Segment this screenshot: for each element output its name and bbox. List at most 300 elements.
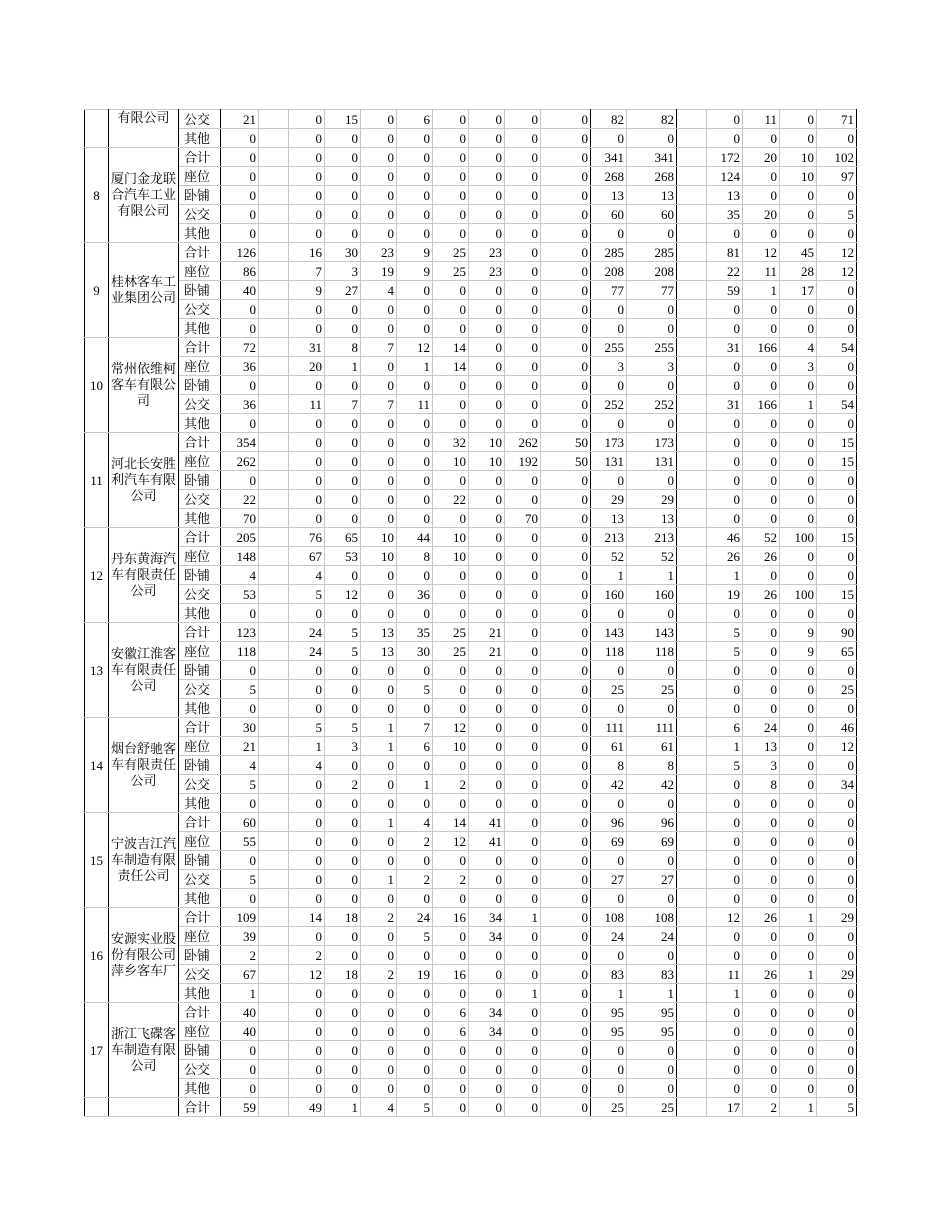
value-cell: 5 — [397, 680, 433, 699]
value-cell: 0 — [361, 471, 397, 490]
spacer-cell — [259, 110, 289, 129]
value-cell: 0 — [361, 1041, 397, 1060]
value-cell: 0 — [433, 376, 469, 395]
table-row — [85, 319, 857, 338]
spacer-cell — [677, 794, 707, 813]
vehicle-type-cell: 其他 — [179, 414, 221, 433]
value-cell: 0 — [707, 300, 743, 319]
value-cell: 0 — [780, 794, 817, 813]
value-cell: 2 — [325, 775, 361, 794]
value-cell: 0 — [469, 186, 505, 205]
value-cell: 19 — [361, 262, 397, 281]
value-cell: 0 — [817, 186, 857, 205]
value-cell: 0 — [817, 1041, 857, 1060]
value-cell: 131 — [591, 452, 627, 471]
value-cell: 0 — [469, 889, 505, 908]
value-cell: 0 — [469, 604, 505, 623]
value-cell: 0 — [469, 661, 505, 680]
value-cell: 0 — [289, 1022, 325, 1041]
spacer-cell — [677, 471, 707, 490]
value-cell: 59 — [221, 1098, 259, 1117]
value-cell: 67 — [221, 965, 259, 984]
vehicle-type-cell: 其他 — [179, 129, 221, 148]
value-cell: 0 — [541, 205, 591, 224]
vehicle-type-cell: 其他 — [179, 509, 221, 528]
value-cell: 0 — [361, 1003, 397, 1022]
table-row — [85, 680, 857, 699]
value-cell: 0 — [361, 376, 397, 395]
value-cell: 0 — [817, 851, 857, 870]
value-cell: 0 — [433, 205, 469, 224]
value-cell: 46 — [817, 718, 857, 737]
value-cell: 0 — [541, 490, 591, 509]
value-cell: 0 — [325, 1060, 361, 1079]
value-cell: 12 — [433, 832, 469, 851]
value-cell: 0 — [221, 471, 259, 490]
value-cell: 0 — [289, 300, 325, 319]
value-cell: 0 — [469, 984, 505, 1003]
value-cell: 0 — [707, 775, 743, 794]
value-cell: 0 — [541, 623, 591, 642]
value-cell: 0 — [433, 509, 469, 528]
spacer-cell — [677, 281, 707, 300]
value-cell: 0 — [221, 794, 259, 813]
value-cell: 192 — [505, 452, 541, 471]
row-number-cell: 14 — [85, 718, 109, 813]
value-cell: 0 — [780, 604, 817, 623]
value-cell: 1 — [361, 870, 397, 889]
value-cell: 0 — [541, 1060, 591, 1079]
spacer-cell — [259, 1060, 289, 1079]
spacer-cell — [259, 908, 289, 927]
value-cell: 0 — [780, 300, 817, 319]
spacer-cell — [259, 319, 289, 338]
value-cell: 2 — [289, 946, 325, 965]
value-cell: 0 — [361, 300, 397, 319]
value-cell: 0 — [541, 604, 591, 623]
vehicle-type-cell: 座位 — [179, 832, 221, 851]
value-cell: 0 — [325, 794, 361, 813]
value-cell: 0 — [780, 110, 817, 129]
value-cell: 0 — [397, 281, 433, 300]
table-row — [85, 129, 857, 148]
value-cell: 262 — [221, 452, 259, 471]
value-cell: 14 — [433, 813, 469, 832]
value-cell: 0 — [397, 167, 433, 186]
value-cell: 0 — [505, 1098, 541, 1117]
value-cell: 1 — [397, 357, 433, 376]
value-cell: 28 — [780, 262, 817, 281]
value-cell: 0 — [505, 167, 541, 186]
value-cell: 0 — [541, 129, 591, 148]
row-number-cell: 17 — [85, 1003, 109, 1098]
value-cell: 0 — [743, 661, 780, 680]
value-cell: 0 — [361, 186, 397, 205]
value-cell: 11 — [743, 262, 780, 281]
spacer-cell — [259, 889, 289, 908]
value-cell: 4 — [397, 813, 433, 832]
value-cell: 0 — [627, 889, 677, 908]
value-cell: 32 — [433, 433, 469, 452]
table-row — [85, 832, 857, 851]
value-cell: 0 — [397, 471, 433, 490]
table-row — [85, 1022, 857, 1041]
value-cell: 0 — [397, 889, 433, 908]
value-cell: 95 — [591, 1003, 627, 1022]
value-cell: 0 — [707, 509, 743, 528]
value-cell: 0 — [505, 699, 541, 718]
value-cell: 0 — [505, 642, 541, 661]
value-cell: 0 — [325, 205, 361, 224]
value-cell: 0 — [591, 604, 627, 623]
value-cell: 0 — [780, 509, 817, 528]
value-cell: 7 — [289, 262, 325, 281]
spacer-cell — [677, 623, 707, 642]
value-cell: 0 — [505, 870, 541, 889]
value-cell: 0 — [361, 319, 397, 338]
value-cell: 0 — [325, 756, 361, 775]
table-row — [85, 433, 857, 452]
vehicle-type-cell: 其他 — [179, 224, 221, 243]
value-cell: 0 — [780, 699, 817, 718]
value-cell: 15 — [817, 433, 857, 452]
value-cell: 0 — [433, 794, 469, 813]
table-row — [85, 186, 857, 205]
value-cell: 0 — [505, 110, 541, 129]
value-cell: 0 — [817, 414, 857, 433]
value-cell: 40 — [221, 1003, 259, 1022]
value-cell: 15 — [817, 528, 857, 547]
value-cell: 0 — [289, 167, 325, 186]
spacer-cell — [259, 927, 289, 946]
spacer-cell — [259, 794, 289, 813]
table-row — [85, 547, 857, 566]
spacer-cell — [677, 262, 707, 281]
spacer-cell — [259, 756, 289, 775]
value-cell: 0 — [397, 851, 433, 870]
value-cell: 0 — [780, 718, 817, 737]
value-cell: 0 — [397, 794, 433, 813]
value-cell: 1 — [325, 1098, 361, 1117]
value-cell: 7 — [361, 338, 397, 357]
value-cell: 0 — [505, 775, 541, 794]
row-number-cell: 12 — [85, 528, 109, 623]
spacer-cell — [677, 680, 707, 699]
value-cell: 12 — [433, 718, 469, 737]
value-cell: 173 — [591, 433, 627, 452]
value-cell: 65 — [817, 642, 857, 661]
value-cell: 0 — [627, 300, 677, 319]
value-cell: 25 — [433, 262, 469, 281]
spacer-cell — [259, 262, 289, 281]
value-cell: 0 — [743, 452, 780, 471]
value-cell: 0 — [433, 756, 469, 775]
value-cell: 0 — [469, 357, 505, 376]
value-cell: 0 — [469, 851, 505, 870]
spacer-cell — [259, 813, 289, 832]
value-cell: 0 — [743, 1022, 780, 1041]
value-cell: 0 — [505, 243, 541, 262]
value-cell: 0 — [591, 319, 627, 338]
value-cell: 0 — [505, 186, 541, 205]
spacer-cell — [259, 737, 289, 756]
value-cell: 0 — [289, 186, 325, 205]
value-cell: 0 — [707, 224, 743, 243]
value-cell: 0 — [707, 452, 743, 471]
value-cell: 0 — [505, 718, 541, 737]
value-cell: 208 — [591, 262, 627, 281]
value-cell: 0 — [817, 281, 857, 300]
value-cell: 0 — [505, 490, 541, 509]
value-cell: 9 — [289, 281, 325, 300]
value-cell: 0 — [505, 737, 541, 756]
value-cell: 0 — [505, 623, 541, 642]
value-cell: 143 — [591, 623, 627, 642]
value-cell: 0 — [541, 395, 591, 414]
value-cell: 0 — [397, 1022, 433, 1041]
value-cell: 0 — [743, 357, 780, 376]
value-cell: 95 — [627, 1003, 677, 1022]
value-cell: 21 — [469, 623, 505, 642]
value-cell: 0 — [469, 547, 505, 566]
table-row — [85, 224, 857, 243]
spacer-cell — [677, 699, 707, 718]
value-cell: 41 — [469, 813, 505, 832]
value-cell: 0 — [817, 490, 857, 509]
value-cell: 16 — [433, 965, 469, 984]
value-cell: 18 — [325, 908, 361, 927]
value-cell: 0 — [627, 604, 677, 623]
value-cell: 0 — [627, 129, 677, 148]
value-cell: 36 — [397, 585, 433, 604]
value-cell: 1 — [361, 737, 397, 756]
value-cell: 213 — [627, 528, 677, 547]
value-cell: 0 — [433, 414, 469, 433]
spacer-cell — [677, 490, 707, 509]
value-cell: 0 — [541, 414, 591, 433]
value-cell: 0 — [780, 1079, 817, 1098]
value-cell: 0 — [505, 319, 541, 338]
value-cell: 0 — [541, 756, 591, 775]
value-cell: 0 — [325, 680, 361, 699]
value-cell: 0 — [361, 509, 397, 528]
value-cell: 0 — [743, 300, 780, 319]
value-cell: 0 — [505, 851, 541, 870]
value-cell: 0 — [433, 1060, 469, 1079]
value-cell: 0 — [469, 566, 505, 585]
value-cell: 0 — [221, 129, 259, 148]
value-cell: 67 — [289, 547, 325, 566]
value-cell: 0 — [817, 1022, 857, 1041]
value-cell: 0 — [817, 509, 857, 528]
value-cell: 0 — [707, 927, 743, 946]
value-cell: 0 — [743, 623, 780, 642]
value-cell: 0 — [221, 1041, 259, 1060]
spacer-cell — [259, 699, 289, 718]
value-cell: 0 — [541, 338, 591, 357]
value-cell: 0 — [397, 509, 433, 528]
table-row — [85, 300, 857, 319]
value-cell: 52 — [743, 528, 780, 547]
table-row — [85, 927, 857, 946]
value-cell: 10 — [780, 167, 817, 186]
vehicle-type-cell: 公交 — [179, 110, 221, 129]
value-cell: 0 — [361, 167, 397, 186]
spacer-cell — [259, 243, 289, 262]
value-cell: 0 — [221, 1079, 259, 1098]
value-cell: 0 — [469, 148, 505, 167]
value-cell: 12 — [817, 737, 857, 756]
value-cell: 95 — [627, 1022, 677, 1041]
value-cell: 22 — [433, 490, 469, 509]
vehicle-type-cell: 公交 — [179, 775, 221, 794]
value-cell: 0 — [433, 889, 469, 908]
value-cell: 255 — [627, 338, 677, 357]
value-cell: 0 — [743, 889, 780, 908]
value-cell: 0 — [505, 1041, 541, 1060]
vehicle-type-cell: 公交 — [179, 585, 221, 604]
value-cell: 0 — [361, 224, 397, 243]
value-cell: 0 — [469, 794, 505, 813]
value-cell: 0 — [817, 927, 857, 946]
value-cell: 0 — [627, 946, 677, 965]
vehicle-type-cell: 其他 — [179, 889, 221, 908]
value-cell: 60 — [221, 813, 259, 832]
value-cell: 5 — [707, 642, 743, 661]
table-row — [85, 110, 857, 129]
value-cell: 54 — [817, 395, 857, 414]
spacer-cell — [677, 585, 707, 604]
value-cell: 0 — [433, 281, 469, 300]
value-cell: 0 — [505, 661, 541, 680]
vehicle-type-cell: 合计 — [179, 813, 221, 832]
value-cell: 0 — [743, 1041, 780, 1060]
value-cell: 23 — [469, 243, 505, 262]
value-cell: 1 — [780, 395, 817, 414]
value-cell: 82 — [627, 110, 677, 129]
spacer-cell — [677, 813, 707, 832]
vehicle-type-cell: 卧铺 — [179, 376, 221, 395]
value-cell: 0 — [469, 300, 505, 319]
value-cell: 0 — [707, 433, 743, 452]
value-cell: 42 — [591, 775, 627, 794]
value-cell: 20 — [743, 205, 780, 224]
value-cell: 208 — [627, 262, 677, 281]
value-cell: 0 — [361, 205, 397, 224]
value-cell: 4 — [221, 566, 259, 585]
value-cell: 118 — [221, 642, 259, 661]
value-cell: 0 — [289, 604, 325, 623]
value-cell: 0 — [397, 1041, 433, 1060]
value-cell: 1 — [325, 357, 361, 376]
row-number-cell: 9 — [85, 243, 109, 338]
value-cell: 0 — [433, 319, 469, 338]
vehicle-type-cell: 卧铺 — [179, 851, 221, 870]
value-cell: 0 — [433, 661, 469, 680]
spacer-cell — [259, 680, 289, 699]
value-cell: 0 — [325, 870, 361, 889]
value-cell: 71 — [817, 110, 857, 129]
value-cell: 0 — [707, 319, 743, 338]
value-cell: 0 — [743, 414, 780, 433]
value-cell: 0 — [541, 376, 591, 395]
value-cell: 8 — [627, 756, 677, 775]
value-cell: 0 — [325, 509, 361, 528]
spacer-cell — [677, 319, 707, 338]
spacer-cell — [259, 775, 289, 794]
value-cell: 262 — [505, 433, 541, 452]
spacer-cell — [259, 566, 289, 585]
value-cell: 0 — [541, 547, 591, 566]
value-cell: 25 — [817, 680, 857, 699]
spacer-cell — [259, 1022, 289, 1041]
value-cell: 0 — [397, 205, 433, 224]
value-cell: 111 — [591, 718, 627, 737]
spacer-cell — [677, 965, 707, 984]
table-row — [85, 737, 857, 756]
value-cell: 0 — [289, 1041, 325, 1060]
value-cell: 31 — [707, 395, 743, 414]
value-cell: 96 — [591, 813, 627, 832]
value-cell: 0 — [469, 414, 505, 433]
value-cell: 0 — [743, 224, 780, 243]
value-cell: 0 — [743, 167, 780, 186]
value-cell: 1 — [505, 984, 541, 1003]
spacer-cell — [677, 851, 707, 870]
value-cell: 0 — [325, 1022, 361, 1041]
value-cell: 49 — [289, 1098, 325, 1117]
spacer-cell — [259, 433, 289, 452]
value-cell: 0 — [505, 889, 541, 908]
value-cell: 0 — [505, 927, 541, 946]
value-cell: 25 — [591, 680, 627, 699]
value-cell: 0 — [627, 319, 677, 338]
value-cell: 0 — [469, 1098, 505, 1117]
value-cell: 0 — [817, 1060, 857, 1079]
value-cell: 1 — [707, 566, 743, 585]
value-cell: 41 — [469, 832, 505, 851]
value-cell: 0 — [817, 794, 857, 813]
value-cell: 0 — [541, 319, 591, 338]
value-cell: 5 — [325, 623, 361, 642]
value-cell: 1 — [361, 813, 397, 832]
value-cell: 0 — [541, 357, 591, 376]
value-cell: 118 — [591, 642, 627, 661]
value-cell: 0 — [541, 471, 591, 490]
value-cell: 0 — [817, 376, 857, 395]
value-cell: 0 — [780, 1041, 817, 1060]
spacer-cell — [677, 908, 707, 927]
value-cell: 0 — [505, 794, 541, 813]
value-cell: 23 — [361, 243, 397, 262]
value-cell: 0 — [541, 699, 591, 718]
spacer-cell — [677, 300, 707, 319]
value-cell: 0 — [325, 813, 361, 832]
value-cell: 0 — [361, 490, 397, 509]
value-cell: 1 — [707, 984, 743, 1003]
value-cell: 0 — [707, 1022, 743, 1041]
value-cell: 0 — [780, 319, 817, 338]
value-cell: 0 — [289, 452, 325, 471]
spacer-cell — [259, 946, 289, 965]
value-cell: 4 — [221, 756, 259, 775]
value-cell: 23 — [469, 262, 505, 281]
value-cell: 29 — [591, 490, 627, 509]
spacer-cell — [677, 205, 707, 224]
value-cell: 143 — [627, 623, 677, 642]
value-cell: 0 — [541, 946, 591, 965]
value-cell: 59 — [707, 281, 743, 300]
